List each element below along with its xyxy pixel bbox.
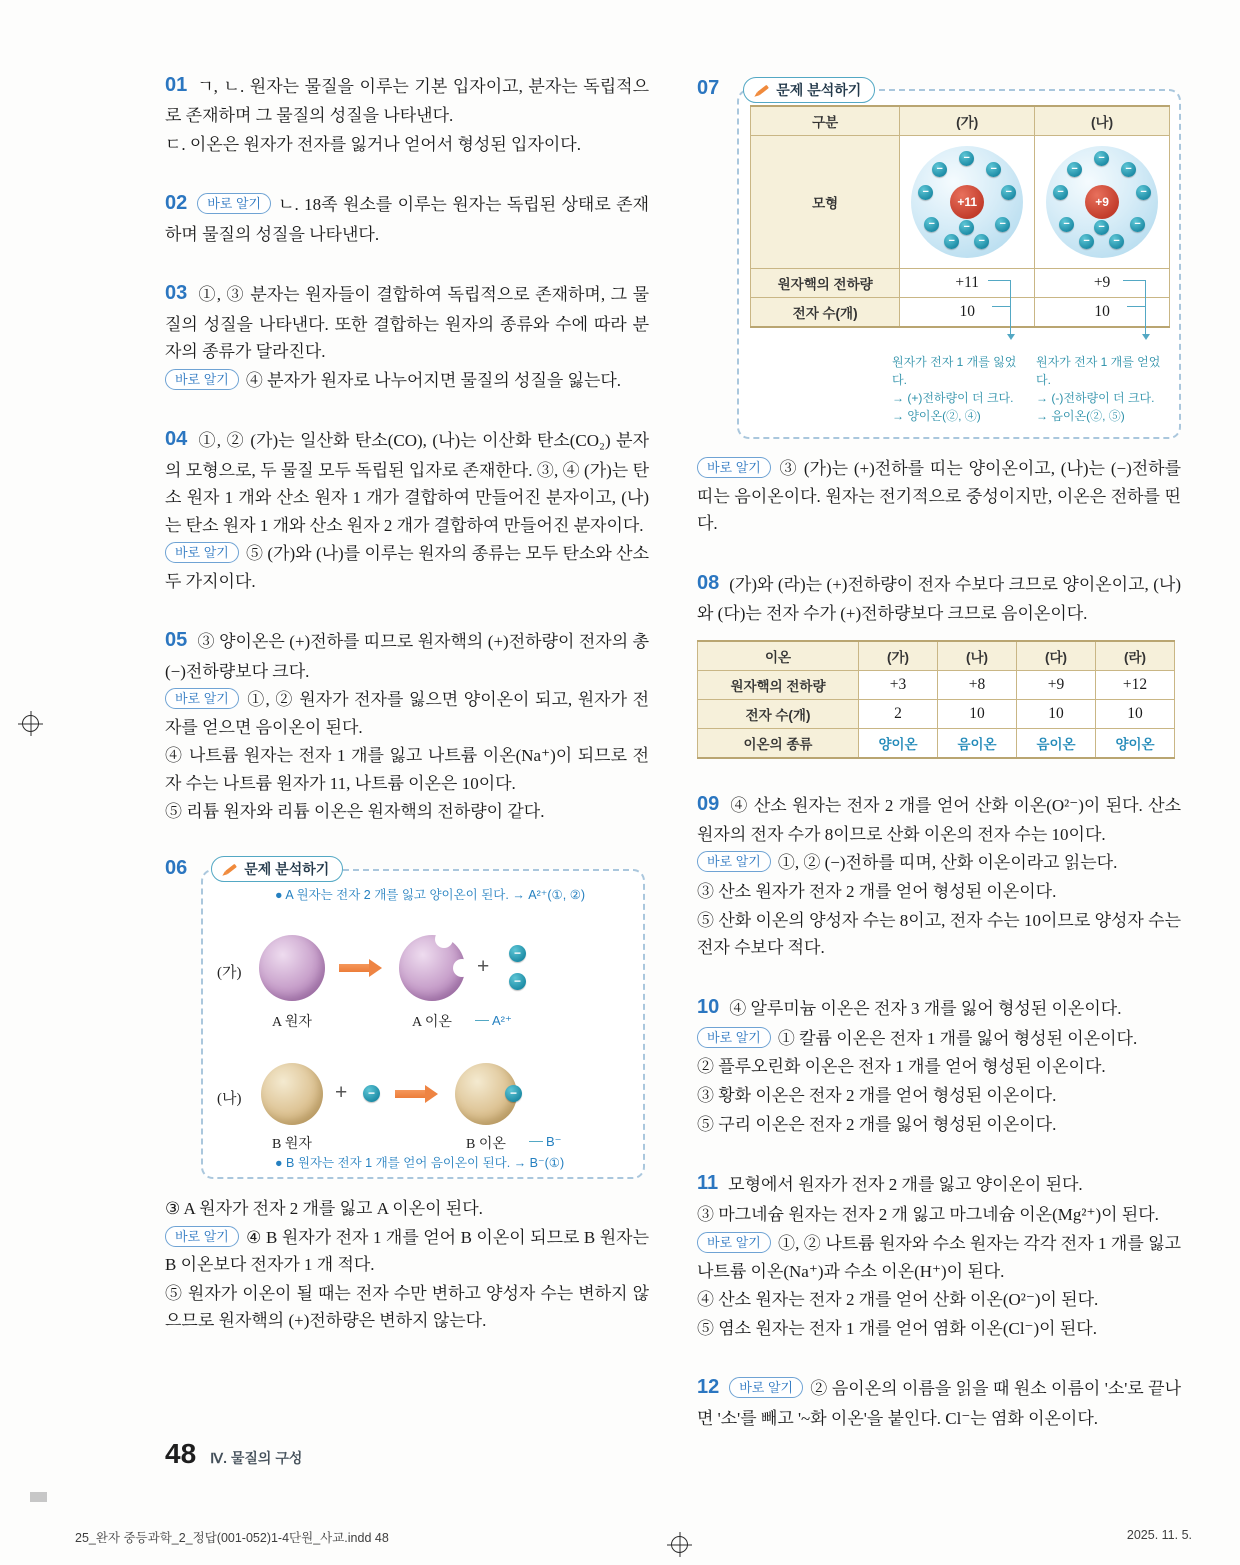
figure-annotations [750, 353, 1168, 425]
answer-item-08 [697, 568, 1181, 759]
ion-table [697, 640, 1175, 759]
answer-paragraph [697, 1230, 1181, 1285]
print-color-bar [30, 1492, 47, 1502]
electron-icon: − [363, 1085, 380, 1102]
electron-icon: − [924, 217, 939, 232]
annotation-na [1036, 353, 1168, 425]
table-row-label: 이온의 종류 [698, 728, 859, 758]
answer-paragraph [697, 455, 1181, 538]
ion-a-sphere [399, 935, 465, 1001]
answer-paragraph [165, 798, 649, 826]
table-row-label: 모형 [751, 136, 900, 269]
caption-b-ion: B 이온 [466, 1136, 506, 1152]
answer-item-05 [165, 625, 649, 826]
atom-model-ga [911, 146, 1023, 258]
answer-paragraph [697, 878, 1181, 906]
answer-text: ④ 나트륨 원자는 전자 1 개를 잃고 나트륨 이온(Na⁺)이 되므로 전자 수는 나트륨 원자가 11, 나트륨 이온은 10이다. [165, 746, 649, 793]
electron-icon: − [1121, 162, 1136, 177]
table-cell [900, 136, 1035, 269]
answer-paragraph [165, 1280, 649, 1335]
registration-mark-icon [22, 715, 39, 732]
answer-paragraph [697, 1053, 1181, 1081]
answer-number: 09 [697, 792, 720, 815]
table-cell: +3 [859, 670, 938, 699]
annotation-line: → 양이온(②, ④) [892, 409, 981, 423]
answer-paragraph [165, 1224, 649, 1279]
table-row-label: 원자핵의 전하량 [698, 670, 859, 699]
symbol-a-ion: A²⁺ [475, 1013, 512, 1029]
reaction-arrow-icon [395, 1090, 425, 1098]
table-header-cell: (나) [938, 641, 1017, 671]
baro-algi-badge: 바로 알기 [697, 851, 771, 872]
answer-paragraph [697, 1286, 1181, 1314]
electron-icon: − [1136, 185, 1151, 200]
answer-text: ③ 양이온은 (+)전하를 띠므로 원자핵의 (+)전하량이 전자의 총 (−)전하량보다 크다. [165, 632, 649, 681]
baro-algi-badge: 바로 알기 [165, 542, 239, 563]
electron-icon: − [1067, 162, 1082, 177]
table-header-cell: (라) [1096, 641, 1175, 671]
atom-model-na [1046, 146, 1158, 258]
answer-number: 05 [165, 629, 188, 652]
answer-paragraph [697, 789, 1181, 849]
answer-text: ③ 황화 이온은 전자 2 개를 얻어 형성된 이온이다. [697, 1086, 1057, 1106]
annotation-line: → (-)전하량이 더 크다. [1036, 391, 1155, 405]
answer-text: ㄷ. 이온은 원자가 전자를 잃거나 얻어서 형성된 입자이다. [165, 134, 581, 154]
baro-algi-badge: 바로 알기 [165, 369, 239, 390]
table-header-cell: (나) [1035, 106, 1170, 136]
answer-text: ㄱ, ㄴ. 원자는 물질을 이루는 기본 입자이고, 분자는 독립적으로 존재하며 그 물질의 성질을 나타낸다. [165, 77, 649, 126]
connector-arrow-icon [1007, 334, 1015, 340]
electron-icon: − [944, 234, 959, 249]
answer-number: 01 [165, 74, 188, 96]
table-cell: 10 [1035, 298, 1170, 328]
answer-text: ⑤ 염소 원자는 전자 1 개를 얻어 염화 이온(Cl⁻)이 된다. [697, 1318, 1097, 1338]
table-cell: +8 [938, 670, 1017, 699]
label-na: (나) [217, 1090, 242, 1107]
answer-text: ①, ② (−)전하를 띠며, 산화 이온이라고 읽는다. [777, 853, 1118, 873]
answer-item-02 [165, 188, 649, 248]
answer-item-03 [165, 278, 649, 394]
caption-a-atom: A 원자 [272, 1014, 312, 1030]
answer-paragraph [697, 992, 1181, 1024]
table-header-cell: (다) [1017, 641, 1096, 671]
annotation-ga [892, 353, 1024, 425]
answer-text: ③ 산소 원자가 전자 2 개를 얻어 형성된 이온이다. [697, 881, 1057, 901]
answer-paragraph [697, 1372, 1181, 1432]
answer-text: 모형에서 원자가 전자 2 개를 잃고 양이온이 된다. [728, 1175, 1083, 1195]
chapter-title: Ⅳ. 물질의 구성 [210, 1450, 303, 1466]
electron-icon: − [1079, 234, 1094, 249]
annotation-line: → (+)전하량이 더 크다. [892, 391, 1014, 405]
answer-text: ①, ② (가)는 일산화 탄소(CO), (나)는 이산화 탄소(CO₂) 분자의 모형으로, 두 물질 모두 독립된 입자로 존재한다. ③, ④ (가)는 탄소 원자 1 개와 산소 원자 1 개가 결합하여 만들어진 분자이고, (나)는 탄소 원자 1 개와 산소 원자 2 개가 결합하여 만들어진 분자이다. [165, 431, 649, 535]
reaction-arrow-icon [339, 964, 369, 972]
table-cell: 10 [938, 699, 1017, 728]
electron-icon: − [1130, 217, 1145, 232]
answer-paragraph [697, 1168, 1181, 1200]
answer-text: ㄴ. 18족 원소를 이루는 원자는 독립된 상태로 존재하며 물질의 성질을 나타낸다. [165, 195, 649, 244]
answer-item-04 [165, 424, 649, 595]
answer-paragraph [165, 131, 649, 159]
atom-b-sphere [261, 1063, 323, 1125]
table-row-label: 전자 수(개) [698, 699, 859, 728]
label-ga: (가) [217, 964, 242, 981]
answer-text: ④ B 원자가 전자 1 개를 얻어 B 이온이 되므로 B 원자는 B 이온보다 전자가 1 개 적다. [165, 1227, 649, 1275]
figure-07-atom-table [737, 89, 1181, 439]
figure-header [697, 76, 1181, 103]
pencil-icon [757, 84, 769, 95]
answer-text: ⑤ (가)와 (나)를 이루는 원자의 종류는 모두 탄소와 산소 두 가지이다. [165, 544, 649, 591]
answer-paragraph [165, 1195, 649, 1223]
plus-sign: + [477, 954, 490, 978]
baro-algi-badge: 바로 알기 [697, 1232, 771, 1253]
annotation-b-ion: ● B 원자는 전자 1 개를 얻어 음이온이 된다. → B⁻(①) [275, 1155, 565, 1170]
answer-paragraph [697, 1082, 1181, 1110]
answer-paragraph [165, 742, 649, 797]
answer-text: ④ 분자가 원자로 나누어지면 물질의 성질을 잃는다. [245, 370, 622, 390]
answer-text: (가)와 (라)는 (+)전하량이 전자 수보다 크므로 양이온이고, (나)와 (다)는 전자 수가 (+)전하량보다 크므로 음이온이다. [697, 574, 1181, 623]
answer-item-01 [165, 70, 649, 158]
table-cell: +9 [1035, 269, 1170, 298]
caption-b-atom: B 원자 [272, 1136, 312, 1152]
connector-line [992, 306, 1010, 307]
answer-paragraph [697, 568, 1181, 628]
left-column [165, 70, 649, 1365]
analysis-badge [211, 856, 343, 882]
figure-06-ion-diagram [201, 869, 645, 1179]
answer-text: ③ 마그네슘 원자는 전자 2 개 잃고 마그네슘 이온(Mg²⁺)이 된다. [697, 1205, 1159, 1225]
answer-number: 03 [165, 282, 188, 305]
table-row-label: 원자핵의 전하량 [751, 269, 900, 298]
baro-algi-badge: 바로 알기 [697, 457, 771, 478]
model-table-wrap [750, 105, 1168, 343]
table-cell-ion-kind: 음이온 [1017, 728, 1096, 758]
connector-line [988, 280, 1010, 281]
pencil-icon [225, 864, 237, 875]
table-cell [1035, 136, 1170, 269]
answer-text: ①, ③ 분자는 원자들이 결합하여 독립적으로 존재하며, 그 물질의 성질을 나타낸다. 또한 결합하는 원자의 종류와 수에 따라 분자의 종류가 달라진다. [165, 285, 649, 362]
page-footer [165, 1438, 302, 1470]
electron-icon: − [932, 162, 947, 177]
answer-paragraph [165, 424, 649, 539]
connector-line [1145, 280, 1146, 334]
answer-text: ⑤ 원자가 이온이 될 때는 전자 수만 변하고 양성자 수는 변하지 않으므로 원자핵의 (+)전하량은 변하지 않는다. [165, 1283, 649, 1331]
analysis-badge [743, 77, 875, 103]
nucleus-na: +9 [1085, 185, 1119, 219]
table-cell: 2 [859, 699, 938, 728]
electron-icon: − [1053, 185, 1068, 200]
table-header-cell: 이온 [698, 641, 859, 671]
answer-number: 02 [165, 192, 188, 215]
baro-algi-badge: 바로 알기 [729, 1377, 803, 1398]
table-row-label: 전자 수(개) [751, 298, 900, 328]
answer-paragraph [165, 367, 649, 395]
model-table [750, 105, 1170, 328]
table-cell: +9 [1017, 670, 1096, 699]
answer-paragraph [165, 625, 649, 685]
symbol-b-ion: B⁻ [529, 1134, 562, 1150]
answer-paragraph [165, 686, 649, 741]
electron-icon: − [1094, 220, 1109, 235]
answer-paragraph [697, 1025, 1181, 1053]
answer-text: ⑤ 구리 이온은 전자 2 개를 잃어 형성된 이온이다. [697, 1114, 1057, 1134]
answer-text: ①, ② 나트륨 원자와 수소 원자는 각각 전자 1 개를 잃고 나트륨 이온(Na⁺)과 수소 이온(H⁺)이 된다. [697, 1234, 1181, 1281]
electron-icon: − [995, 217, 1010, 232]
answer-number: 10 [697, 995, 720, 1018]
answer-number: 08 [697, 571, 720, 594]
answer-paragraph [697, 1111, 1181, 1139]
table-header-cell: (가) [900, 106, 1035, 136]
answer-number: 06 [165, 856, 188, 879]
answer-paragraph [697, 907, 1181, 962]
answer-number: 04 [165, 428, 188, 451]
connector-line [1127, 306, 1145, 307]
analysis-badge-label: 문제 분석하기 [244, 861, 330, 878]
answer-text: ③ A 원자가 전자 2 개를 잃고 A 이온이 된다. [165, 1198, 483, 1218]
table-cell: 10 [1017, 699, 1096, 728]
answer-text: ④ 산소 원자는 전자 2 개를 얻어 산화 이온(O²⁻)이 된다. [697, 1290, 1099, 1310]
answer-text: ①, ② 원자가 전자를 잃으면 양이온이 되고, 원자가 전자를 얻으면 음이온이 된다. [165, 690, 649, 737]
answer-text: ④ 산소 원자는 전자 2 개를 얻어 산화 이온(O²⁻)이 된다. 산소 원자의 전자 수가 8이므로 산화 이온의 전자 수는 10이다. [697, 795, 1181, 844]
electron-icon: − [509, 973, 526, 990]
connector-arrow-icon [1142, 334, 1150, 340]
baro-algi-badge: 바로 알기 [165, 1226, 239, 1247]
answer-paragraph [697, 849, 1181, 877]
registration-mark-icon [671, 1536, 688, 1553]
baro-algi-badge: 바로 알기 [197, 193, 271, 214]
answer-number: 12 [697, 1376, 720, 1399]
electron-icon: − [959, 220, 974, 235]
answer-item-09 [697, 789, 1181, 962]
answer-paragraph [165, 188, 649, 248]
table-header-cell: (가) [859, 641, 938, 671]
answer-text: ② 음이온의 이름을 읽을 때 원소 이름이 '소'로 끝나면 '소'를 빼고 '~화 이온'을 붙인다. Cl⁻는 염화 이온이다. [697, 1379, 1181, 1428]
table-cell: 10 [1096, 699, 1175, 728]
connector-line [1123, 280, 1145, 281]
table-cell: +12 [1096, 670, 1175, 699]
answer-item-06 [165, 856, 649, 1335]
answer-paragraph [165, 540, 649, 595]
electron-icon: − [959, 151, 974, 166]
answer-text: ⑤ 리튬 원자와 리튬 이온은 원자핵의 전하량이 같다. [165, 802, 545, 822]
annotation-a-ion: ● A 원자는 전자 2 개를 잃고 양이온이 된다. → A²⁺(①, ②) [275, 887, 586, 902]
annotation-line: 원자가 전자 1 개를 잃었다. [892, 355, 1017, 387]
electron-icon: − [974, 234, 989, 249]
annotation-line: → 음이온(②, ⑤) [1036, 409, 1125, 423]
answer-item-11 [697, 1168, 1181, 1342]
table-header-cell: 구분 [751, 106, 900, 136]
answer-text: ② 플루오린화 이온은 전자 1 개를 얻어 형성된 이온이다. [697, 1057, 1106, 1077]
caption-a-ion: A 이온 [412, 1014, 452, 1030]
electron-icon: − [505, 1085, 522, 1102]
analysis-badge-label: 문제 분석하기 [776, 81, 862, 98]
annotation-line: 원자가 전자 1 개를 얻었다. [1036, 355, 1161, 387]
baro-algi-badge: 바로 알기 [697, 1027, 771, 1048]
answer-paragraph [697, 1315, 1181, 1343]
electron-icon: − [918, 185, 933, 200]
electron-icon: − [1109, 234, 1124, 249]
print-date: 2025. 11. 5. [1126, 1528, 1192, 1542]
figure-header [165, 856, 649, 883]
table-cell-ion-kind: 양이온 [859, 728, 938, 758]
electron-icon: − [1001, 185, 1016, 200]
electron-icon: − [1059, 217, 1074, 232]
electron-icon: − [1094, 151, 1109, 166]
answer-number: 11 [697, 1172, 719, 1195]
answer-item-10 [697, 992, 1181, 1139]
page-number: 48 [165, 1438, 197, 1469]
table-cell-ion-kind: 양이온 [1096, 728, 1175, 758]
plus-sign: + [335, 1080, 348, 1104]
electron-icon: − [986, 162, 1001, 177]
answer-number: 07 [697, 77, 720, 99]
answer-paragraph [165, 278, 649, 365]
table-cell: 10 [900, 298, 1035, 328]
answer-text: ① 칼륨 이온은 전자 1 개를 잃어 형성된 이온이다. [777, 1028, 1138, 1048]
electron-icon: − [509, 945, 526, 962]
answer-text: ⑤ 산화 이온의 양성자 수는 8이고, 전자 수는 10이므로 양성자 수는 전자 수보다 적다. [697, 910, 1181, 958]
atom-a-sphere [259, 935, 325, 1001]
answer-text: ③ (가)는 (+)전하를 띠는 양이온이고, (나)는 (−)전하를 띠는 음이온이다. 원자는 전기적으로 중성이지만, 이온은 전하를 띤다. [697, 459, 1181, 534]
connector-line [1010, 280, 1011, 334]
baro-algi-badge: 바로 알기 [165, 688, 239, 709]
answer-paragraph [697, 1201, 1181, 1229]
answer-item-12 [697, 1372, 1181, 1432]
table-cell-ion-kind: 음이온 [938, 728, 1017, 758]
table-cell: +11 [900, 269, 1035, 298]
answer-text: ④ 알루미늄 이온은 전자 3 개를 잃어 형성된 이온이다. [729, 998, 1122, 1018]
answer-paragraph [165, 70, 649, 130]
right-column [697, 76, 1181, 1462]
nucleus-ga: +11 [950, 185, 984, 219]
answer-item-07 [697, 76, 1181, 538]
print-filename: 25_완자 중등과학_2_정답(001-052)1-4단원_사교.indd 48 [75, 1531, 389, 1545]
